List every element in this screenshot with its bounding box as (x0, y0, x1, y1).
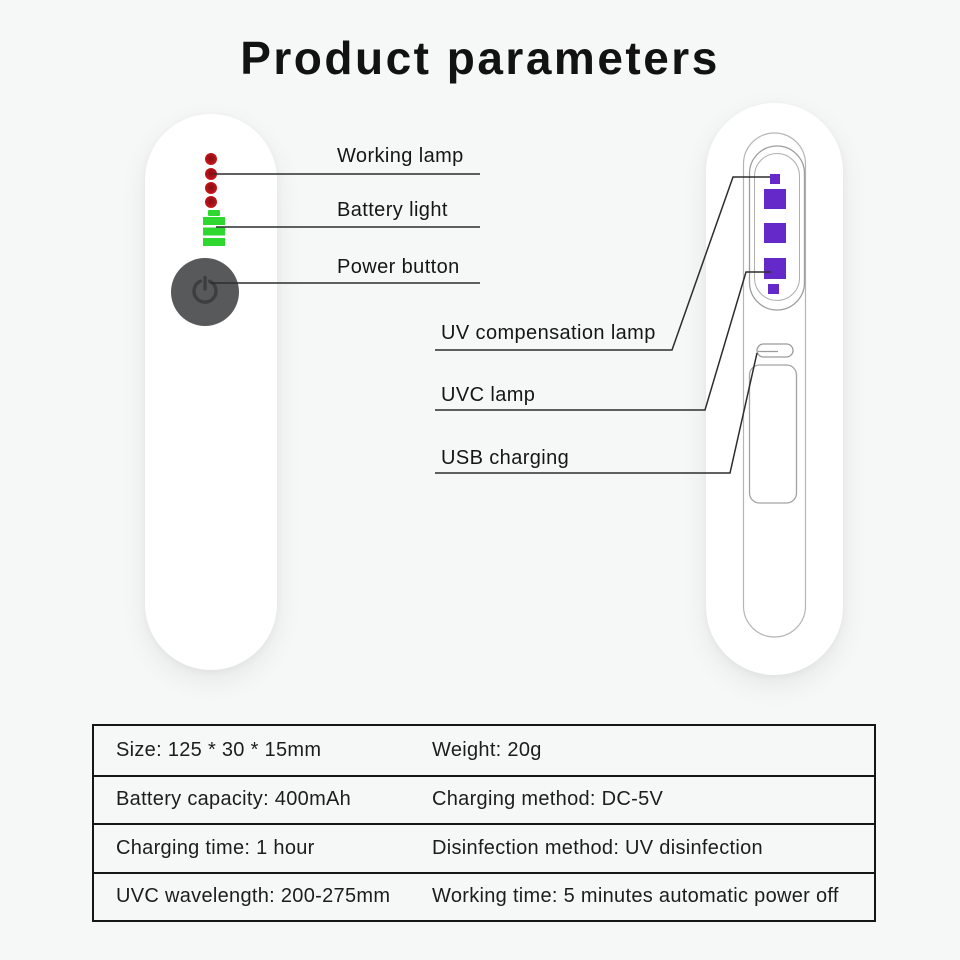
spec-working-time: Working time: 5 minutes automatic power off (432, 885, 839, 908)
spec-uvc-wavelength: UVC wavelength: 200-275mm (116, 885, 391, 908)
label-uv-compensation-lamp: UV compensation lamp (441, 322, 656, 344)
usb-plug-body (750, 365, 797, 503)
uv-led-array (764, 174, 786, 294)
table-row (94, 775, 874, 824)
table-row (94, 726, 874, 775)
page-title: Product parameters (240, 32, 720, 84)
label-working-lamp: Working lamp (337, 145, 464, 167)
spec-battery-capacity: Battery capacity: 400mAh (116, 788, 352, 811)
table-row (94, 872, 874, 921)
table-row (94, 823, 874, 872)
label-uvc-lamp: UVC lamp (441, 384, 536, 406)
label-power-button: Power button (337, 256, 460, 278)
spec-charging-method: Charging method: DC-5V (432, 788, 664, 811)
spec-weight: Weight: 20g (432, 738, 542, 761)
spec-disinfection-method: Disinfection method: UV disinfection (432, 836, 763, 859)
spec-size: Size: 125 * 30 * 15mm (116, 738, 322, 761)
right-device-details (744, 133, 806, 637)
label-battery-light: Battery light (337, 199, 448, 221)
uvc-led-icon (764, 189, 786, 209)
usb-port-icon (750, 344, 797, 503)
uvc-led-icon (764, 258, 786, 279)
label-usb-charging: USB charging (441, 447, 570, 469)
uvc-led-icon (764, 223, 786, 243)
spec-charging-time: Charging time: 1 hour (116, 836, 315, 859)
spec-table (92, 724, 876, 922)
uv-compensation-led-icon (770, 174, 780, 184)
uv-compensation-led-icon (768, 284, 779, 294)
